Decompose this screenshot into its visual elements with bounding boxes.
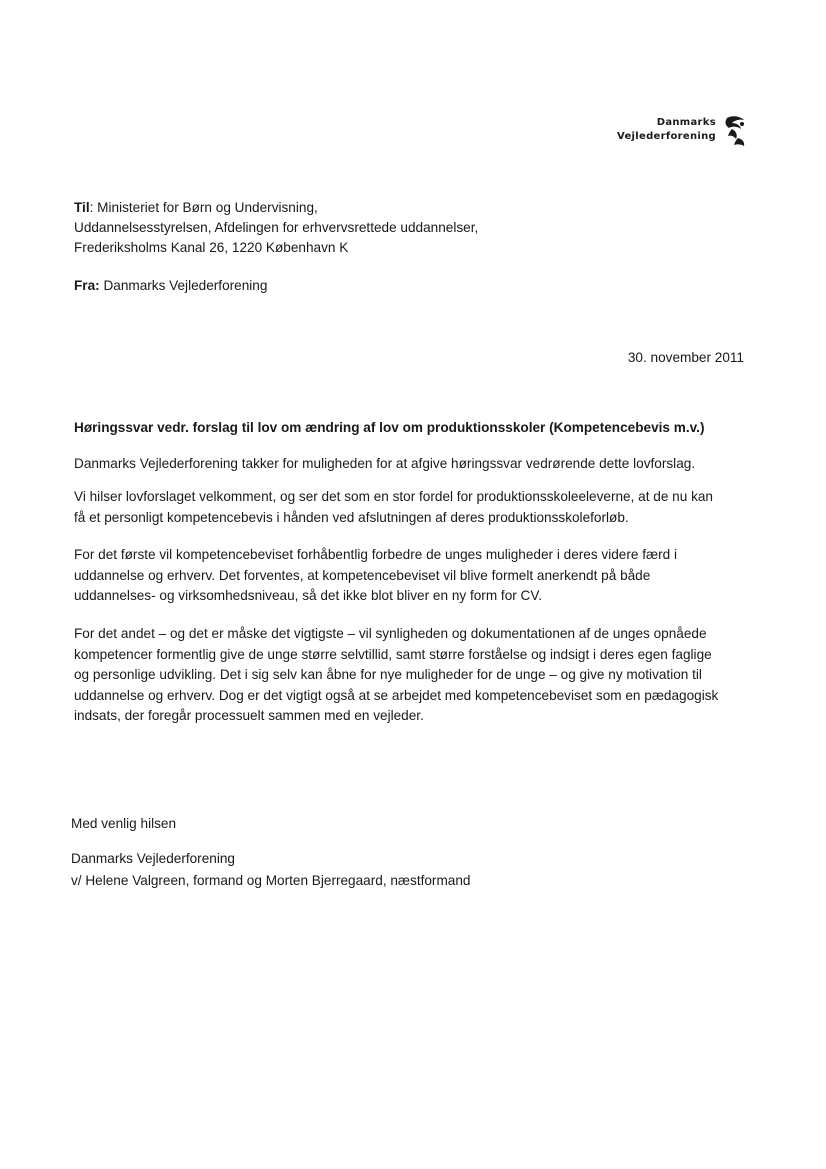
logo-line-1: Danmarks xyxy=(656,117,716,128)
paragraph-line: indsats, der foregår processuelt sammen med en vejleder. xyxy=(74,708,424,724)
closing-greeting: Med venlig hilsen xyxy=(71,816,177,831)
letter-date: 30. november 2011 xyxy=(627,350,744,365)
paragraph-line: Vi hilser lovforslaget velkomment, og ser det som en stor fordel for produktionsskoleeleverne, at de nu kan xyxy=(74,489,713,504)
figure-mark-icon xyxy=(718,114,748,148)
paragraph-line: Danmarks Vejlederforening takker for muligheden for at afgive høringssvar vedrørende dette lovforslag. xyxy=(74,456,696,471)
paragraph-1 xyxy=(74,454,746,475)
paragraph-line: kompetencer formentlig give de unge større selvtillid, samt større forståelse og indsigt i deres egen faglige xyxy=(74,646,712,662)
sender-block xyxy=(74,276,267,296)
logo-text xyxy=(617,116,716,144)
signature-line-1: Danmarks Vejlederforening xyxy=(71,851,235,866)
recipient-block xyxy=(74,198,478,258)
paragraph-line: få et personligt kompetencebevis i hånden ved afslutningen af deres produktionsskoleforløb. xyxy=(74,509,629,525)
recipient-label: Til xyxy=(74,200,90,215)
organization-logo xyxy=(600,112,750,152)
paragraph-4 xyxy=(74,624,746,727)
paragraph-line: uddannelses- og virksomhedsniveau, så det ikke blot bliver en ny form for CV. xyxy=(74,588,542,604)
paragraph-2 xyxy=(74,487,746,528)
recipient-line-1: : Ministeriet for Børn og Undervisning, xyxy=(89,200,318,215)
sender-value: Danmarks Vejlederforening xyxy=(99,278,268,293)
paragraph-line: For det første vil kompetencebeviset forhåbentlig forbedre de unges muligheder i deres videre færd i xyxy=(74,547,677,562)
letter-subject: Høringssvar vedr. forslag til lov om ændring af lov om produktionsskoler (Kompetencebevis m.v.) xyxy=(74,420,705,435)
logo-line-2: Vejlederforening xyxy=(616,131,716,142)
paragraph-3 xyxy=(74,545,746,607)
signature-line-2: v/ Helene Valgreen, formand og Morten Bjerregaard, næstformand xyxy=(71,873,471,888)
signature-block xyxy=(71,848,470,892)
recipient-line-2: Uddannelsesstyrelsen, Afdelingen for erhvervsrettede uddannelser, xyxy=(74,220,479,235)
recipient-line-3: Frederiksholms Kanal 26, 1220 København K xyxy=(74,240,349,255)
paragraph-line: uddannelse og erhverv. Dog er det vigtigt også at se arbejdet med kompetencebeviset som en pædagogisk xyxy=(74,687,719,703)
sender-label: Fra: xyxy=(74,278,100,293)
paragraph-line: uddannelse og erhverv. Det forventes, at kompetencebeviset vil blive formelt anerkendt på både xyxy=(74,567,651,583)
paragraph-line: og personlige udvikling. Det i sig selv kan åbne for nye muligheder for de unge – og give ny motivation til xyxy=(74,667,702,683)
paragraph-line: For det andet – og det er måske det vigtigste – vil synligheden og dokumentationen af de unges opnåede xyxy=(74,626,707,641)
